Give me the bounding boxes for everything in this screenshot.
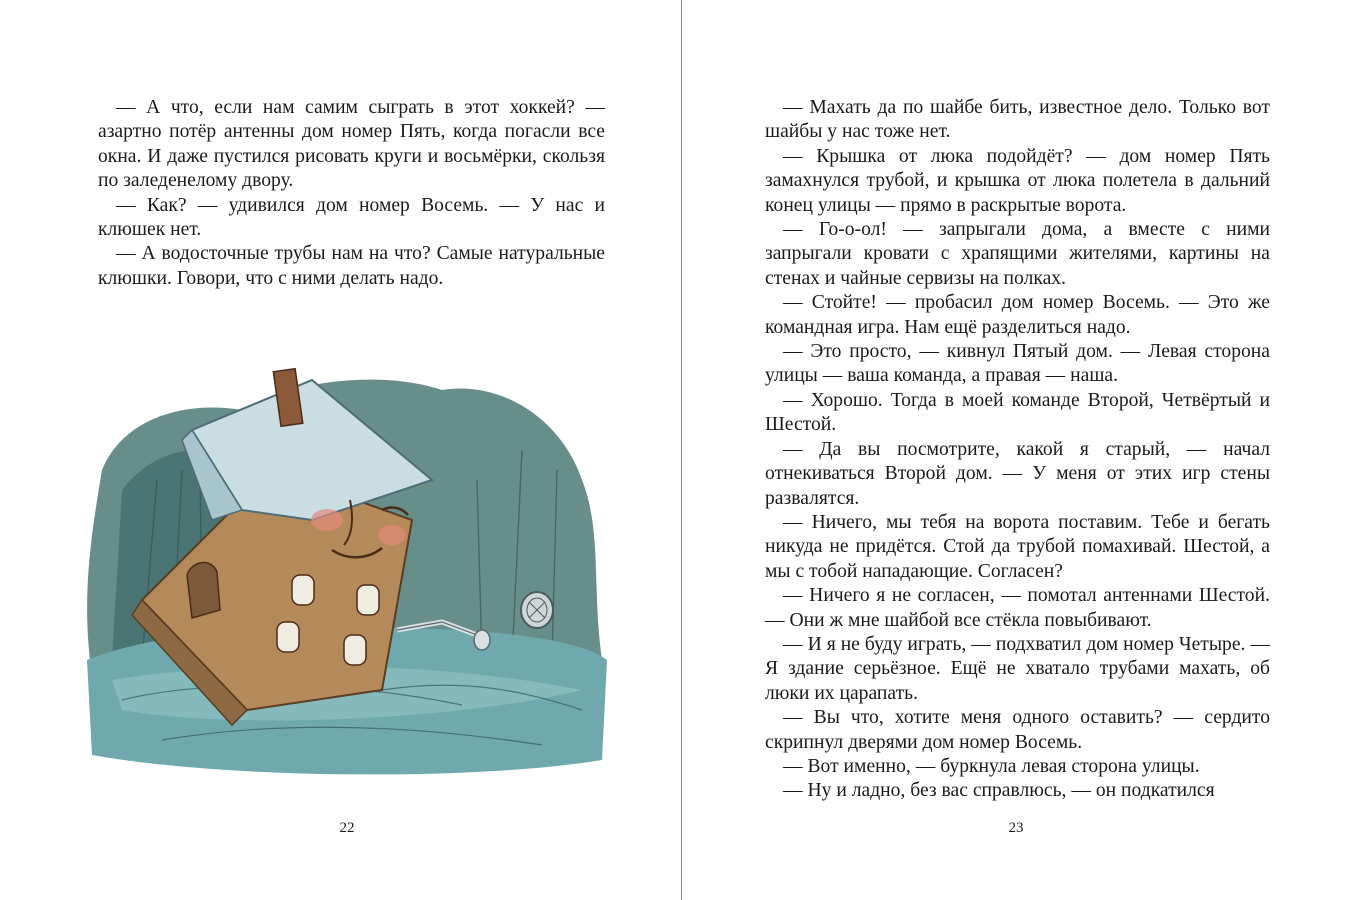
paragraph: — Махать да по шайбе бить, известное дело. Только вот шайбы у нас тоже нет.	[765, 97, 1270, 143]
right-page	[682, 0, 1363, 900]
paragraph: — Хорошо. Тогда в моей команде Второй, Четвёртый и Шестой.	[765, 389, 1270, 436]
paragraph: — Ничего, мы тебя на ворота поставим. Тебе и бегать никуда не придётся. Стой да трубой помахивай. Шестой, а мы с тобой нападающие. Согласен?	[765, 511, 1270, 582]
dancing-house-illustration	[82, 360, 610, 780]
paragraph: — А водосточные трубы нам на что? Самые натуральные клюшки. Говори, что с ними делать надо.	[98, 243, 605, 289]
paragraph: — Да вы посмотрите, какой я старый, — начал отнекиваться Второй дом. — У меня от этих игр стены развалятся.	[765, 438, 1270, 509]
manhole-cover-puck	[521, 592, 553, 628]
paragraph: — Ну и ладно, без вас справлюсь, — он подкатился	[783, 780, 1215, 802]
paragraph: — Вы что, хотите меня одного оставить? — сердито скрипнул дверями дом номер Восемь.	[765, 707, 1270, 753]
paragraph: — Ничего я не согласен, — помотал антеннами Шестой. — Они ж мне шайбой все стёкла повыбивают.	[765, 585, 1270, 631]
right-page-text	[765, 96, 1270, 804]
paragraph: — Крышка от люка подойдёт? — дом номер Пять замахнулся трубой, и крышка от люка полетела в дальний конец улицы — прямо в раскрытые ворота.	[765, 145, 1270, 216]
page-number: 22	[339, 820, 355, 836]
paragraph: — Как? — удивился дом номер Восемь. — У нас и клюшек нет.	[98, 194, 605, 241]
paragraph: — Го-о-ол! — запрыгали дома, а вместе с ними запрыгали кровати с храпящими жителями, картины на стенах и чайные сервизы на полках.	[765, 219, 1270, 289]
paragraph: — Это просто, — кивнул Пятый дом. — Левая сторона улицы — ваша команда, а правая — наша.	[765, 341, 1270, 387]
page-number: 23	[1008, 820, 1024, 836]
paragraph: — И я не буду играть, — подхватил дом номер Четыре. — Я здание серьёзное. Ещё не хватало трубами махать, об люки их царапать.	[765, 633, 1270, 704]
left-page-text	[98, 96, 605, 291]
left-page	[0, 0, 681, 900]
paragraph: — Стойте! — пробасил дом номер Восемь. — Это же командная игра. Нам ещё разделиться надо.	[765, 292, 1270, 338]
paragraph: — Вот именно, — буркнула левая сторона улицы.	[783, 755, 1200, 777]
paragraph: — А что, если нам самим сыграть в этот хоккей? — азартно потёр антенны дом номер Пять, когда погасли все окна. И даже пустился рисовать круги и восьмёрки, скользя по заледенелому двору.	[98, 97, 605, 192]
